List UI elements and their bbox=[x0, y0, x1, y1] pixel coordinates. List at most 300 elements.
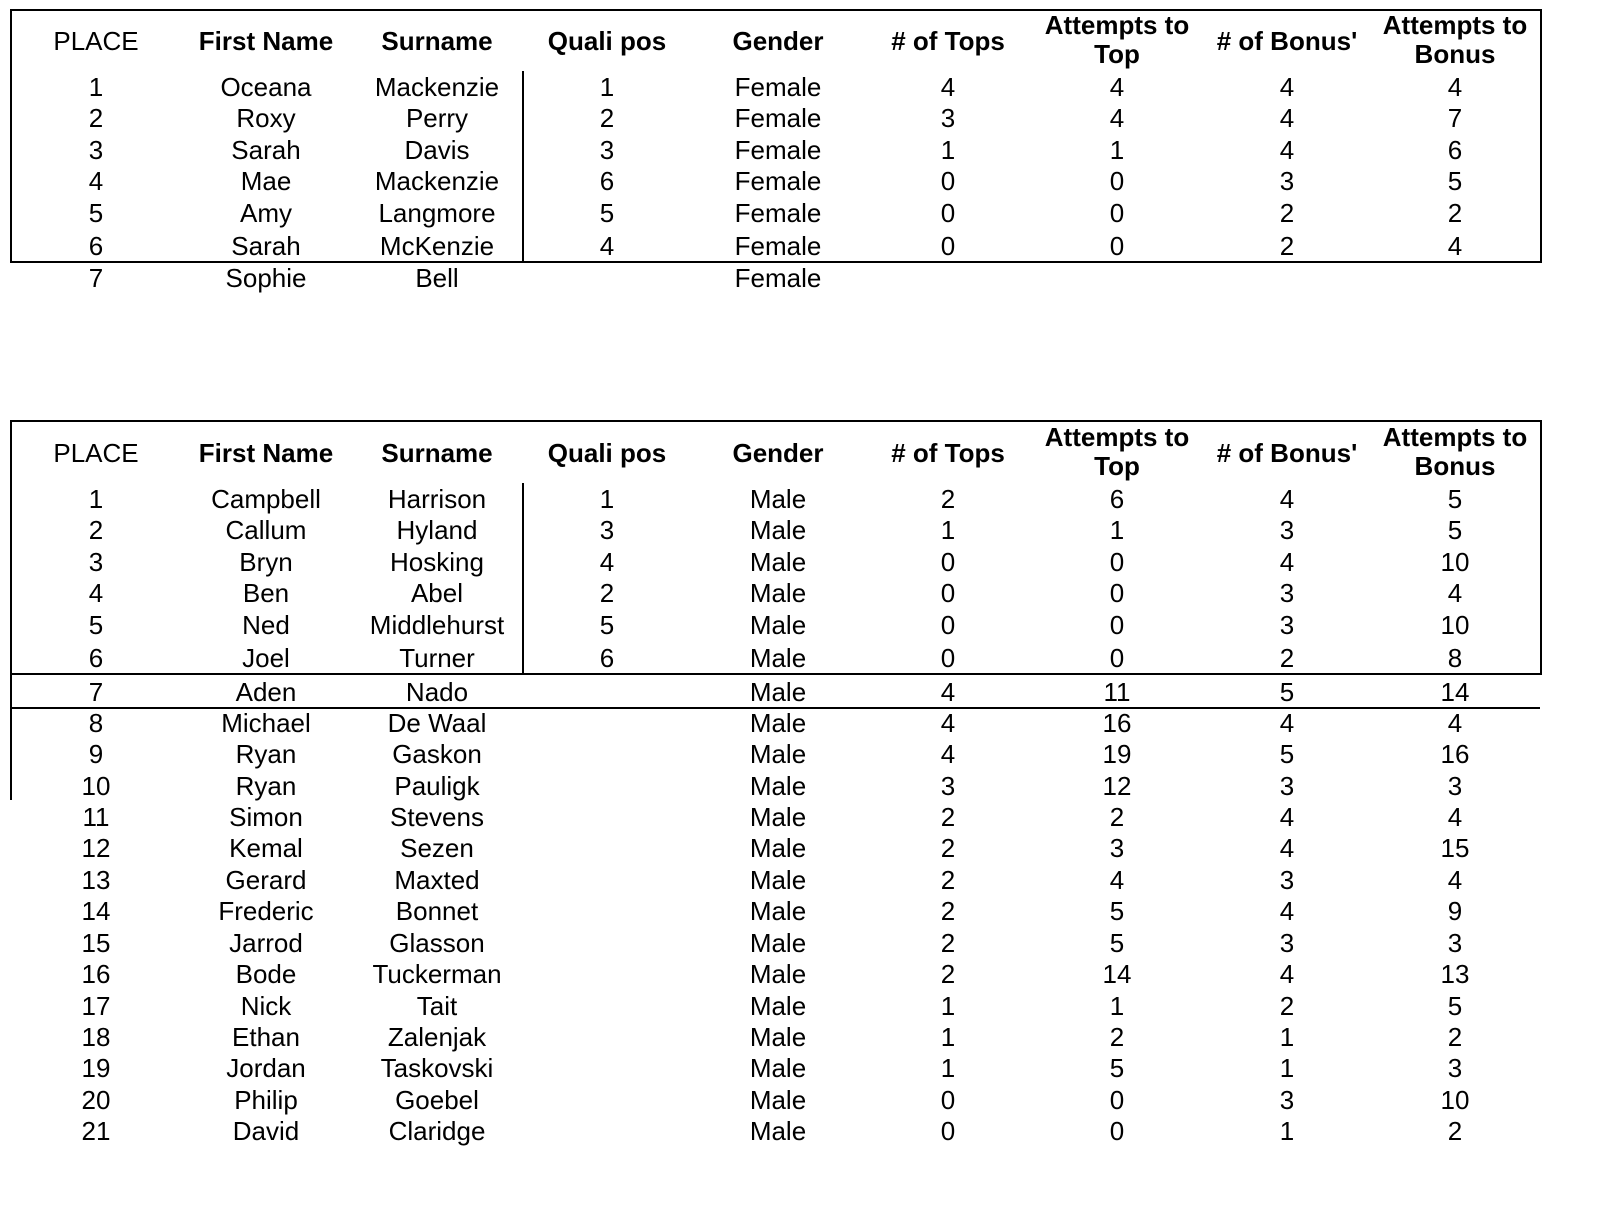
cell-attempts-to-bonus: 4 bbox=[1447, 578, 1463, 608]
cell-first-name: Ryan bbox=[235, 739, 297, 769]
cell-gender: Male bbox=[749, 771, 807, 801]
header-attempts-top-line2: Top bbox=[1094, 451, 1140, 481]
table-row bbox=[0, 642, 1598, 674]
cell-attempts-to-top: 14 bbox=[1102, 959, 1132, 989]
table-row bbox=[0, 676, 1598, 708]
cell-bonus: 4 bbox=[1279, 896, 1295, 926]
cell-gender: Male bbox=[749, 991, 807, 1021]
cell-surname: Tait bbox=[416, 991, 458, 1021]
cell-attempts-to-bonus: 13 bbox=[1440, 959, 1470, 989]
cell-bonus bbox=[1202, 262, 1372, 294]
cell-attempts-to-top: 6 bbox=[1109, 484, 1125, 514]
cell-place: 12 bbox=[81, 833, 111, 863]
cell-bonus: 3 bbox=[1279, 865, 1295, 895]
cell-tops: 3 bbox=[940, 771, 956, 801]
cell-attempts-to-top: 0 bbox=[1109, 1116, 1125, 1146]
cell-attempts-to-top: 16 bbox=[1102, 708, 1132, 738]
cell-bonus: 2 bbox=[1279, 643, 1295, 673]
cell-first-name: Philip bbox=[234, 1085, 298, 1115]
cell-bonus: 4 bbox=[1279, 135, 1295, 165]
cell-bonus: 4 bbox=[1279, 959, 1295, 989]
cell-attempts-to-top bbox=[1032, 262, 1202, 294]
table-row bbox=[0, 1021, 1598, 1053]
cell-surname: Glasson bbox=[389, 928, 485, 958]
cell-gender: Male bbox=[749, 865, 807, 895]
cell-attempts-to-bonus: 9 bbox=[1447, 896, 1463, 926]
cell-surname: Abel bbox=[410, 578, 464, 608]
cell-attempts-to-top: 1 bbox=[1109, 135, 1125, 165]
cell-first-name: Sophie bbox=[225, 263, 307, 293]
cell-tops bbox=[864, 262, 1032, 294]
cell-first-name: Kemal bbox=[229, 833, 303, 863]
cell-surname: Claridge bbox=[388, 1116, 486, 1146]
cell-surname: De Waal bbox=[387, 708, 487, 738]
cell-first-name: Ben bbox=[242, 578, 290, 608]
table-row bbox=[0, 197, 1598, 229]
cell-bonus: 5 bbox=[1279, 677, 1295, 707]
cell-tops: 0 bbox=[940, 166, 956, 196]
cell-surname: Zalenjak bbox=[387, 1022, 487, 1052]
header-attempts-top-line2: Top bbox=[1094, 39, 1140, 69]
cell-place: 6 bbox=[88, 643, 104, 673]
cell-first-name: Callum bbox=[225, 515, 307, 545]
cell-attempts-to-bonus: 15 bbox=[1440, 833, 1470, 863]
cell-first-name: Gerard bbox=[225, 865, 307, 895]
cell-tops: 4 bbox=[940, 677, 956, 707]
cell-surname: Bell bbox=[415, 263, 459, 293]
cell-first-name: Ned bbox=[242, 610, 290, 640]
cell-first-name: Frederic bbox=[218, 896, 314, 926]
table-row bbox=[0, 707, 1598, 739]
header-attempts-bonus-line2: Bonus bbox=[1414, 39, 1496, 69]
cell-attempts-to-top: 5 bbox=[1109, 928, 1125, 958]
cell-place: 7 bbox=[88, 677, 104, 707]
cell-quali-pos: 1 bbox=[599, 72, 615, 102]
cell-surname: Stevens bbox=[390, 802, 484, 832]
cell-bonus: 2 bbox=[1279, 991, 1295, 1021]
cell-place: 1 bbox=[88, 484, 104, 514]
cell-place: 1 bbox=[88, 72, 104, 102]
table-row bbox=[0, 165, 1598, 197]
cell-surname: Pauligk bbox=[394, 771, 480, 801]
cell-gender: Male bbox=[749, 610, 807, 640]
cell-attempts-to-bonus: 3 bbox=[1447, 771, 1463, 801]
cell-surname: Taskovski bbox=[380, 1053, 494, 1083]
cell-place: 19 bbox=[81, 1053, 111, 1083]
cell-surname: Hosking bbox=[390, 547, 484, 577]
cell-attempts-to-bonus: 4 bbox=[1447, 72, 1463, 102]
cell-tops: 0 bbox=[940, 231, 956, 261]
cell-quali-pos: 3 bbox=[599, 135, 615, 165]
cell-attempts-to-bonus: 4 bbox=[1447, 802, 1463, 832]
cell-place: 6 bbox=[88, 231, 104, 261]
table-row bbox=[0, 895, 1598, 927]
cell-attempts-to-bonus: 5 bbox=[1447, 166, 1463, 196]
cell-attempts-to-bonus: 4 bbox=[1447, 865, 1463, 895]
cell-gender: Male bbox=[749, 739, 807, 769]
cell-surname: Langmore bbox=[378, 198, 496, 228]
cell-attempts-to-bonus: 2 bbox=[1447, 1022, 1463, 1052]
cell-place: 18 bbox=[81, 1022, 111, 1052]
table-row bbox=[0, 1115, 1598, 1147]
cell-gender: Male bbox=[749, 959, 807, 989]
cell-attempts-to-top: 3 bbox=[1109, 833, 1125, 863]
cell-attempts-to-top: 4 bbox=[1109, 103, 1125, 133]
cell-tops: 4 bbox=[940, 739, 956, 769]
table-row bbox=[0, 832, 1598, 864]
table-row bbox=[0, 514, 1598, 546]
cell-attempts-to-top: 0 bbox=[1109, 547, 1125, 577]
female-table-top-border bbox=[10, 9, 1542, 11]
cell-attempts-to-top: 5 bbox=[1109, 896, 1125, 926]
cell-first-name: Michael bbox=[221, 708, 311, 738]
cell-surname: Tuckerman bbox=[372, 959, 502, 989]
header-surname: Surname bbox=[381, 26, 493, 56]
cell-surname: Hyland bbox=[396, 515, 478, 545]
cell-attempts-to-top: 11 bbox=[1103, 677, 1131, 707]
cell-place: 8 bbox=[88, 708, 104, 738]
cell-surname: Goebel bbox=[395, 1085, 479, 1115]
cell-gender: Male bbox=[749, 1053, 807, 1083]
cell-quali-pos bbox=[522, 895, 692, 927]
cell-tops: 0 bbox=[940, 547, 956, 577]
cell-first-name: Roxy bbox=[236, 103, 296, 133]
cell-attempts-to-bonus: 2 bbox=[1447, 198, 1463, 228]
cell-bonus: 3 bbox=[1279, 771, 1295, 801]
cell-attempts-to-top: 12 bbox=[1102, 771, 1132, 801]
cell-attempts-to-top: 0 bbox=[1109, 231, 1125, 261]
cell-bonus: 4 bbox=[1279, 708, 1295, 738]
cell-gender: Male bbox=[749, 1085, 807, 1115]
cell-first-name: Ryan bbox=[235, 771, 297, 801]
cell-place: 4 bbox=[88, 166, 104, 196]
cell-first-name: Ethan bbox=[232, 1022, 300, 1052]
cell-gender: Male bbox=[749, 643, 807, 673]
cell-tops: 4 bbox=[940, 708, 956, 738]
header-bonus: # of Bonus' bbox=[1216, 438, 1358, 468]
cell-attempts-to-top: 5 bbox=[1109, 1053, 1125, 1083]
cell-place: 14 bbox=[81, 896, 111, 926]
cell-attempts-to-top: 0 bbox=[1109, 1085, 1125, 1115]
cell-quali-pos bbox=[522, 1115, 692, 1147]
cell-first-name: Bryn bbox=[239, 547, 293, 577]
cell-attempts-to-top: 2 bbox=[1109, 802, 1125, 832]
cell-attempts-to-top: 4 bbox=[1109, 865, 1125, 895]
cell-tops: 0 bbox=[940, 1116, 956, 1146]
cell-first-name: Simon bbox=[229, 802, 303, 832]
cell-gender: Male bbox=[749, 547, 807, 577]
cell-place: 7 bbox=[88, 263, 104, 293]
cell-first-name: Joel bbox=[242, 643, 290, 673]
cell-quali-pos: 5 bbox=[599, 610, 615, 640]
header-tops: # of Tops bbox=[891, 438, 1005, 468]
cell-gender: Male bbox=[749, 1116, 807, 1146]
cell-attempts-to-bonus: 8 bbox=[1447, 643, 1463, 673]
cell-surname: Gaskon bbox=[392, 739, 482, 769]
cell-tops: 1 bbox=[940, 991, 956, 1021]
table-row bbox=[0, 927, 1598, 959]
cell-attempts-to-bonus: 4 bbox=[1447, 231, 1463, 261]
cell-place: 2 bbox=[88, 103, 104, 133]
cell-attempts-to-bonus: 10 bbox=[1440, 1085, 1470, 1115]
cell-quali-pos bbox=[522, 707, 692, 739]
cell-place: 11 bbox=[82, 802, 110, 832]
cell-gender: Female bbox=[734, 166, 822, 196]
cell-quali-pos bbox=[522, 738, 692, 770]
cell-gender: Female bbox=[734, 72, 822, 102]
cell-surname: Perry bbox=[405, 103, 469, 133]
cell-bonus: 4 bbox=[1279, 72, 1295, 102]
cell-attempts-to-bonus: 5 bbox=[1447, 484, 1463, 514]
cell-first-name: Sarah bbox=[231, 135, 301, 165]
header-quali-pos: Quali pos bbox=[547, 438, 667, 468]
header-first-name: First Name bbox=[198, 26, 334, 56]
cell-bonus: 4 bbox=[1279, 802, 1295, 832]
cell-attempts-to-top: 1 bbox=[1109, 515, 1125, 545]
header-place: PLACE bbox=[53, 438, 139, 468]
cell-tops: 2 bbox=[940, 928, 956, 958]
cell-gender: Female bbox=[734, 263, 822, 293]
cell-quali-pos: 5 bbox=[599, 198, 615, 228]
cell-quali-pos: 1 bbox=[599, 484, 615, 514]
header-quali-pos: Quali pos bbox=[547, 26, 667, 56]
cell-tops: 1 bbox=[940, 1022, 956, 1052]
cell-surname: Mackenzie bbox=[374, 166, 500, 196]
cell-surname: Nado bbox=[405, 677, 469, 707]
cell-first-name: Jarrod bbox=[229, 928, 303, 958]
header-tops: # of Tops bbox=[891, 26, 1005, 56]
cell-tops: 0 bbox=[940, 610, 956, 640]
cell-quali-pos bbox=[522, 801, 692, 833]
cell-place: 15 bbox=[81, 928, 111, 958]
cell-gender: Male bbox=[749, 708, 807, 738]
cell-attempts-to-bonus: 3 bbox=[1447, 928, 1463, 958]
cell-tops: 2 bbox=[940, 865, 956, 895]
cell-attempts-to-top: 0 bbox=[1109, 578, 1125, 608]
cell-quali-pos: 2 bbox=[599, 103, 615, 133]
table-row bbox=[0, 609, 1598, 641]
cell-quali-pos bbox=[522, 864, 692, 896]
cell-attempts-to-bonus: 16 bbox=[1440, 739, 1470, 769]
table-row bbox=[0, 262, 1598, 294]
cell-attempts-to-bonus: 5 bbox=[1447, 991, 1463, 1021]
cell-place: 3 bbox=[88, 547, 104, 577]
cell-first-name: Sarah bbox=[231, 231, 301, 261]
cell-first-name: Mae bbox=[240, 166, 292, 196]
table-row bbox=[0, 864, 1598, 896]
header-gender: Gender bbox=[732, 26, 824, 56]
cell-attempts-to-bonus: 4 bbox=[1447, 708, 1463, 738]
cell-bonus: 3 bbox=[1279, 610, 1295, 640]
cell-quali-pos: 2 bbox=[599, 578, 615, 608]
cell-gender: Male bbox=[749, 484, 807, 514]
header-surname: Surname bbox=[381, 438, 493, 468]
cell-tops: 0 bbox=[940, 643, 956, 673]
cell-bonus: 1 bbox=[1279, 1116, 1295, 1146]
header-attempts-top-line1: Attempts to bbox=[1044, 10, 1190, 40]
cell-attempts-to-top: 4 bbox=[1109, 72, 1125, 102]
cell-tops: 0 bbox=[940, 1085, 956, 1115]
cell-tops: 1 bbox=[940, 515, 956, 545]
cell-tops: 4 bbox=[940, 72, 956, 102]
header-attempts-bonus-line2: Bonus bbox=[1414, 451, 1496, 481]
cell-place: 10 bbox=[81, 771, 111, 801]
cell-attempts-to-bonus: 6 bbox=[1447, 135, 1463, 165]
cell-attempts-to-bonus: 7 bbox=[1447, 103, 1463, 133]
cell-quali-pos: 4 bbox=[599, 547, 615, 577]
cell-bonus: 4 bbox=[1279, 833, 1295, 863]
table-row bbox=[0, 1052, 1598, 1084]
cell-tops: 2 bbox=[940, 484, 956, 514]
cell-gender: Male bbox=[749, 802, 807, 832]
cell-tops: 0 bbox=[940, 198, 956, 228]
cell-attempts-to-top: 19 bbox=[1102, 739, 1132, 769]
cell-surname: Davis bbox=[404, 135, 470, 165]
table-row bbox=[0, 577, 1598, 609]
table-row bbox=[0, 738, 1598, 770]
cell-quali-pos bbox=[522, 262, 692, 294]
cell-surname: Maxted bbox=[394, 865, 480, 895]
cell-place: 17 bbox=[81, 991, 111, 1021]
cell-quali-pos bbox=[522, 927, 692, 959]
cell-gender: Female bbox=[734, 103, 822, 133]
cell-attempts-to-bonus: 5 bbox=[1447, 515, 1463, 545]
cell-surname: Mackenzie bbox=[374, 72, 500, 102]
table-row bbox=[0, 230, 1598, 262]
cell-quali-pos bbox=[522, 832, 692, 864]
cell-quali-pos: 6 bbox=[599, 166, 615, 196]
cell-quali-pos bbox=[522, 990, 692, 1022]
cell-attempts-to-bonus: 10 bbox=[1440, 547, 1470, 577]
cell-attempts-to-top: 2 bbox=[1109, 1022, 1125, 1052]
table-row bbox=[0, 990, 1598, 1022]
cell-bonus: 2 bbox=[1279, 198, 1295, 228]
cell-tops: 2 bbox=[940, 896, 956, 926]
cell-quali-pos bbox=[522, 1084, 692, 1116]
cell-bonus: 4 bbox=[1279, 547, 1295, 577]
cell-surname: Sezen bbox=[400, 833, 474, 863]
cell-bonus: 1 bbox=[1279, 1053, 1295, 1083]
cell-attempts-to-bonus: 3 bbox=[1447, 1053, 1463, 1083]
cell-place: 2 bbox=[88, 515, 104, 545]
cell-place: 16 bbox=[81, 959, 111, 989]
cell-bonus: 3 bbox=[1279, 928, 1295, 958]
cell-gender: Female bbox=[734, 135, 822, 165]
cell-first-name: Campbell bbox=[211, 484, 321, 514]
cell-bonus: 4 bbox=[1279, 103, 1295, 133]
cell-place: 20 bbox=[81, 1085, 111, 1115]
cell-attempts-to-bonus: 2 bbox=[1447, 1116, 1463, 1146]
cell-gender: Female bbox=[734, 231, 822, 261]
cell-quali-pos bbox=[522, 1021, 692, 1053]
cell-place: 5 bbox=[88, 610, 104, 640]
cell-gender: Male bbox=[749, 928, 807, 958]
cell-tops: 2 bbox=[940, 959, 956, 989]
cell-quali-pos: 6 bbox=[599, 643, 615, 673]
cell-bonus: 3 bbox=[1279, 515, 1295, 545]
cell-attempts-to-top: 0 bbox=[1109, 166, 1125, 196]
table-row bbox=[0, 483, 1598, 515]
cell-bonus: 3 bbox=[1279, 578, 1295, 608]
cell-gender: Male bbox=[749, 896, 807, 926]
cell-gender: Male bbox=[749, 833, 807, 863]
cell-attempts-to-top: 1 bbox=[1109, 991, 1125, 1021]
cell-tops: 1 bbox=[940, 1053, 956, 1083]
cell-surname: Turner bbox=[399, 643, 475, 673]
cell-bonus: 3 bbox=[1279, 1085, 1295, 1115]
header-attempts-bonus-line1: Attempts to bbox=[1382, 10, 1528, 40]
cell-surname: Harrison bbox=[387, 484, 487, 514]
cell-tops: 1 bbox=[940, 135, 956, 165]
cell-gender: Female bbox=[734, 198, 822, 228]
cell-place: 13 bbox=[81, 865, 111, 895]
table-row bbox=[0, 134, 1598, 166]
cell-first-name: Bode bbox=[235, 959, 297, 989]
cell-gender: Male bbox=[749, 515, 807, 545]
cell-quali-pos bbox=[522, 958, 692, 990]
cell-surname: Middlehurst bbox=[369, 610, 505, 640]
cell-tops: 0 bbox=[940, 578, 956, 608]
cell-bonus: 1 bbox=[1279, 1022, 1295, 1052]
cell-first-name: Jordan bbox=[226, 1053, 306, 1083]
cell-gender: Male bbox=[749, 677, 807, 707]
cell-attempts-to-bonus bbox=[1372, 262, 1538, 294]
cell-bonus: 2 bbox=[1279, 231, 1295, 261]
cell-place: 21 bbox=[81, 1116, 111, 1146]
cell-place: 9 bbox=[88, 739, 104, 769]
cell-place: 4 bbox=[88, 578, 104, 608]
cell-quali-pos bbox=[522, 1052, 692, 1084]
cell-first-name: Oceana bbox=[220, 72, 312, 102]
cell-quali-pos: 3 bbox=[599, 515, 615, 545]
cell-surname: Bonnet bbox=[395, 896, 479, 926]
table-row bbox=[0, 71, 1598, 103]
cell-place: 3 bbox=[88, 135, 104, 165]
cell-attempts-to-bonus: 10 bbox=[1440, 610, 1470, 640]
table-row bbox=[0, 546, 1598, 578]
male-table-top-border bbox=[10, 420, 1542, 422]
header-attempts-top-line1: Attempts to bbox=[1044, 422, 1190, 452]
header-attempts-bonus-line1: Attempts to bbox=[1382, 422, 1528, 452]
cell-tops: 3 bbox=[940, 103, 956, 133]
cell-attempts-to-bonus: 14 bbox=[1440, 677, 1470, 707]
cell-gender: Male bbox=[749, 578, 807, 608]
cell-quali-pos bbox=[522, 770, 692, 802]
table-row bbox=[0, 102, 1598, 134]
cell-surname: McKenzie bbox=[379, 231, 495, 261]
cell-attempts-to-top: 0 bbox=[1109, 643, 1125, 673]
cell-bonus: 4 bbox=[1279, 484, 1295, 514]
table-row bbox=[0, 1084, 1598, 1116]
cell-quali-pos: 4 bbox=[599, 231, 615, 261]
cell-first-name: Amy bbox=[240, 198, 292, 228]
header-first-name: First Name bbox=[198, 438, 334, 468]
table-row bbox=[0, 958, 1598, 990]
table-row bbox=[0, 801, 1598, 833]
cell-first-name: Nick bbox=[240, 991, 292, 1021]
cell-bonus: 5 bbox=[1279, 739, 1295, 769]
cell-quali-pos bbox=[522, 676, 692, 708]
cell-place: 5 bbox=[88, 198, 104, 228]
cell-first-name: Aden bbox=[235, 677, 297, 707]
header-gender: Gender bbox=[732, 438, 824, 468]
cell-tops: 2 bbox=[940, 802, 956, 832]
cell-bonus: 3 bbox=[1279, 166, 1295, 196]
header-place: PLACE bbox=[53, 26, 139, 56]
cell-gender: Male bbox=[749, 1022, 807, 1052]
header-bonus: # of Bonus' bbox=[1216, 26, 1358, 56]
table-row bbox=[0, 770, 1598, 802]
